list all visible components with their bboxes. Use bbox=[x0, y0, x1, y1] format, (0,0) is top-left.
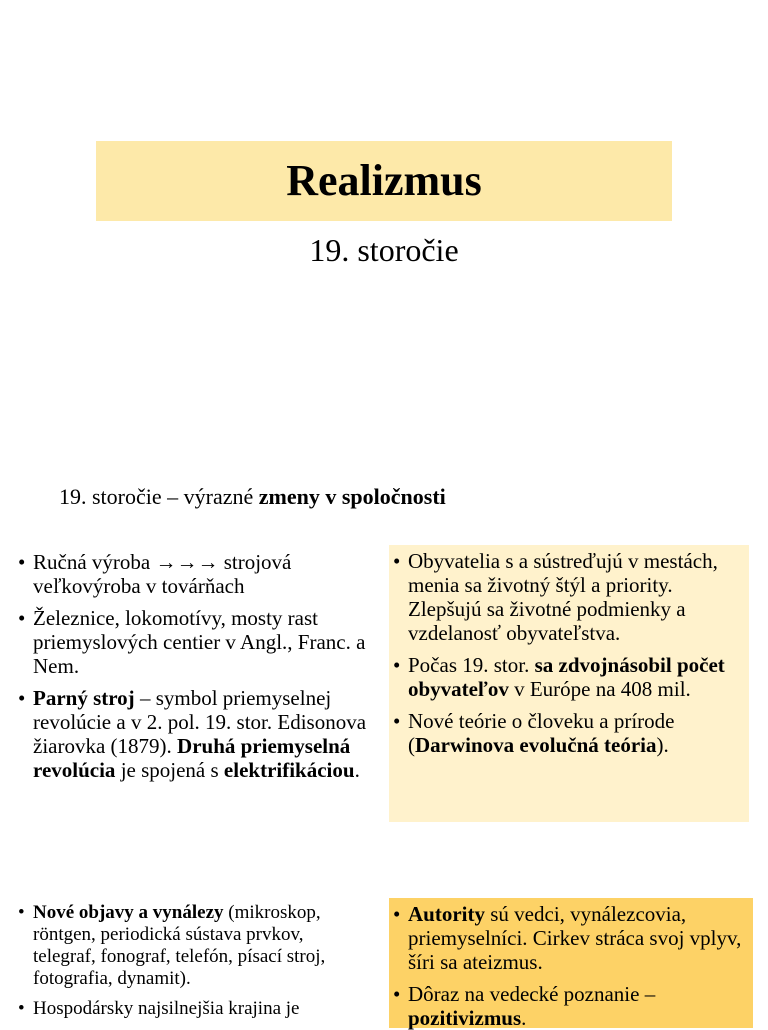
item-text: je spojená s bbox=[115, 758, 224, 782]
left-column-changes bbox=[18, 550, 368, 790]
list-item bbox=[393, 549, 741, 645]
list-item bbox=[18, 902, 368, 990]
bullet-icon: • bbox=[393, 982, 401, 1006]
item-text: sú vedci, vynálezcovia, priemyselníci. Cirkev stráca svoj vplyv, šíri sa ateizmus. bbox=[408, 902, 742, 974]
title-bar bbox=[96, 141, 672, 221]
item-text: Počas 19. stor. bbox=[408, 653, 535, 677]
bullet-icon: • bbox=[18, 998, 25, 1019]
bullet-icon: • bbox=[393, 653, 401, 677]
item-text: Dôraz na vedecké poznanie – bbox=[408, 982, 656, 1006]
item-bold-text: Darwinova evolučná teória bbox=[415, 733, 657, 757]
item-text: Hospodársky najsilnejšia krajina je bbox=[33, 998, 300, 1019]
item-text: . bbox=[354, 758, 360, 782]
item-text: Obyvatelia s a sústreďujú v mestách, menia sa životný štýl a priority. Zlepšujú sa životné podmienky a vzdelanosť obyvateľstva. bbox=[408, 549, 718, 645]
bullet-icon: • bbox=[393, 549, 401, 573]
item-bold-text: Nové objavy a vynálezy bbox=[33, 902, 224, 923]
list-item bbox=[393, 709, 741, 757]
item-text: Železnice, lokomotívy, mosty rast priemyslových centier v Angl., Franc. a Nem. bbox=[33, 606, 366, 678]
list-item bbox=[393, 653, 741, 701]
bullet-icon: • bbox=[18, 902, 25, 923]
list-item bbox=[18, 998, 368, 1020]
item-bold-text: sa zdvojnásobil počet obyvateľov bbox=[408, 653, 725, 701]
bullet-icon: • bbox=[393, 902, 401, 926]
heading-text: 19. storočie – výrazné bbox=[59, 484, 259, 509]
item-text: . bbox=[521, 1006, 527, 1030]
list-item bbox=[18, 686, 368, 782]
heading-bold-text: zmeny v spoločnosti bbox=[258, 484, 446, 509]
item-bold-text: Autority bbox=[408, 902, 485, 926]
section-heading bbox=[59, 482, 446, 512]
bullet-icon: • bbox=[18, 550, 26, 574]
bullet-icon: • bbox=[18, 686, 26, 710]
list-item bbox=[393, 982, 747, 1030]
list-item bbox=[393, 902, 747, 974]
item-bold-text: Druhá priemyselná revolúcia bbox=[33, 734, 351, 782]
list-item bbox=[18, 550, 368, 598]
slide-title: Realizmus bbox=[286, 156, 482, 205]
right-box-authorities bbox=[389, 898, 753, 1028]
bullet-icon: • bbox=[18, 606, 26, 630]
item-text: ). bbox=[656, 733, 669, 757]
item-bold-text: elektrifikáciou bbox=[223, 758, 355, 782]
bullet-icon: • bbox=[393, 709, 401, 733]
list-item bbox=[18, 606, 368, 678]
right-box-population bbox=[389, 545, 749, 822]
title-slide bbox=[0, 0, 768, 440]
item-text: Nové teórie o človeku a prírode ( bbox=[408, 709, 675, 757]
item-text: Ručná výroba →→→ strojová veľkovýroba v továrňach bbox=[33, 550, 292, 598]
item-text: – symbol priemyselnej revolúcie a v 2. pol. 19. stor. Edisonova žiarovka (1879). bbox=[33, 686, 367, 758]
slide-subtitle: 19. storočie bbox=[309, 232, 459, 268]
left-column-inventions bbox=[18, 902, 368, 1028]
item-text: v Európe na 408 mil. bbox=[508, 677, 691, 701]
item-bold-text: pozitivizmus bbox=[408, 1006, 522, 1030]
item-bold-text: Parný stroj bbox=[33, 686, 135, 710]
item-text: (mikroskop, röntgen, periodická sústava prvkov, telegraf, fonograf, telefón, písací stroj, fotografia, dynamit). bbox=[33, 902, 326, 989]
